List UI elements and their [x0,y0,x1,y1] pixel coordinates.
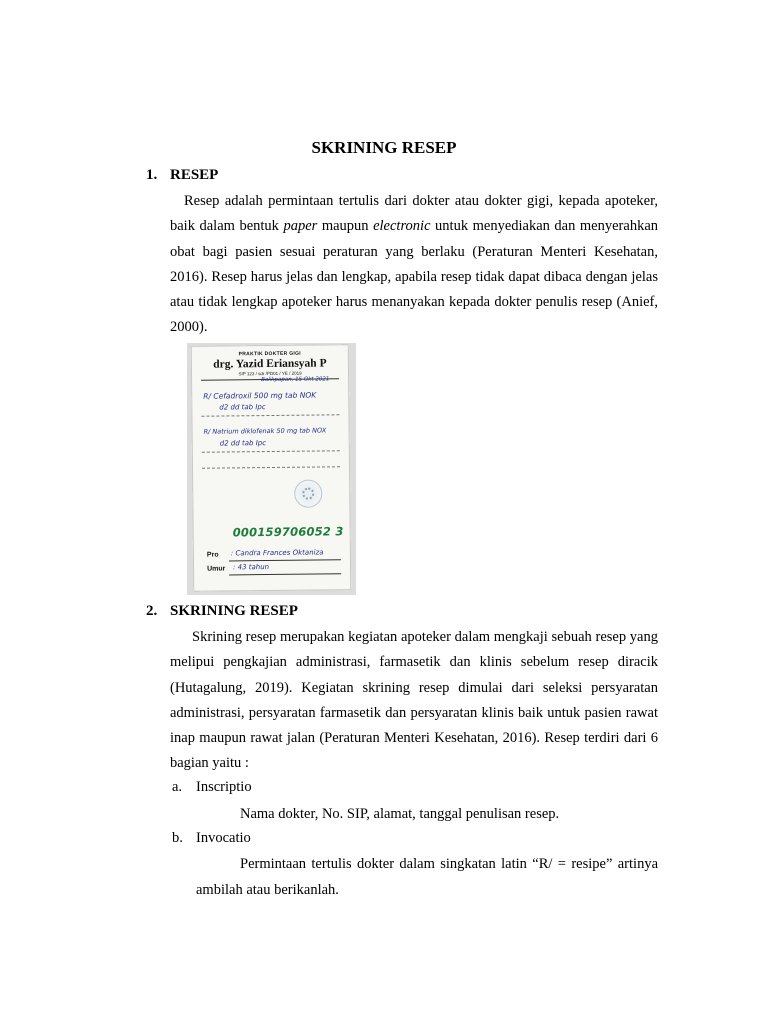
prescription-item-2-line-2: d2 dd tab Ipc [219,439,267,448]
invocatio-text: Permintaan tertulis dokter dalam singkatan latin “R/ = resipe” artinya ambilah atau berikanlah. [196,856,658,898]
resep-text-2: maupun [317,218,374,235]
prescription-photo [187,343,356,595]
prescription-pro-label: Pro [206,551,219,559]
section-number: 2. [146,603,158,619]
pharmacy-stamp-icon [294,479,322,507]
prescription-item-2-line-1: R/ Natrium diklofenak 50 mg tab NOX [203,426,327,436]
resep-text-3: untuk menyediakan dan menyerahkan obat bagi pasien sesuai peraturan yang berlaku (Peraturan Menteri Kesehatan, 2016). Resep harus jelas dan lengkap, apabila resep tidak dapat dibaca dengan jelas atau tidak lengkap apoteker harus menanyakan kepada dokter penulis resep (Anief, 2000). [170,218,658,336]
section-title: RESEP [170,167,219,183]
prescription-phone-number: 000159706052 3 [232,524,344,540]
prescription-patient-row [207,552,219,559]
prescription-age-row [207,565,225,572]
prescription-sip: SIP 123 / sdr /PD01 / YE / 2019 [238,370,302,377]
section-title: SKRINING RESEP [170,603,298,619]
prescription-divider-1 [201,414,339,416]
skrining-paragraph [170,625,658,777]
prescription-divider-3 [202,466,340,468]
prescription-patient-name: : Candra Frances Oktaniza [230,548,324,558]
inscriptio-description: Nama dokter, No. SIP, alamat, tanggal penulisan resep. [240,806,560,822]
section-number: 1. [146,167,158,183]
resep-emphasis-electronic: electronic [373,218,431,235]
prescription-practice-label: PRAKTIK DOKTER GIGI [238,350,302,358]
prescription-umur-label: Umur [207,565,226,573]
resep-paragraph [170,189,658,341]
prescription-doctor-name: drg. Yazid Eriansyah P [213,357,327,371]
prescription-item-1-line-1: R/ Cefadroxil 500 mg tab NOK [203,390,317,401]
page-title: SKRINING RESEP [311,138,457,157]
list-item-title: Inscriptio [196,779,252,795]
prescription-patient-age: : 43 tahun [232,563,270,572]
prescription-date: Balikpapan, 15 Okt 2021 [261,376,330,384]
prescription-header [191,350,349,377]
invocatio-description [196,851,658,903]
prescription-item-1-line-2: d2 dd tab Ipc [219,403,266,412]
prescription-divider-2 [202,450,340,452]
list-item-label: b. [172,830,183,846]
prescription-age-rule [229,573,341,575]
prescription-paper [191,344,352,592]
list-item-title: Invocatio [196,830,251,846]
list-item-label: a. [172,779,183,795]
resep-emphasis-paper: paper [283,218,318,235]
resep-text-1: Resep adalah permintaan tertulis dari dokter atau dokter gigi, kepada apoteker, baik dalam bentuk [170,193,658,235]
prescription-patient-rule [229,559,341,561]
skrining-text: Skrining resep merupakan kegiatan apoteker dalam mengkaji sebuah resep yang melipui pengkajian administrasi, farmasetik dan klinis sebelum resep diracik (Hutagalung, 2019). Kegiatan skrining resep dimulai dari seleksi persyaratan administrasi, persyaratan farmasetik dan persyaratan klinis baik untuk pasien rawat inap maupun rawat jalan (Peraturan Menteri Kesehatan, 2016). Resep terdiri dari 6 bagian yaitu : [170,629,658,772]
